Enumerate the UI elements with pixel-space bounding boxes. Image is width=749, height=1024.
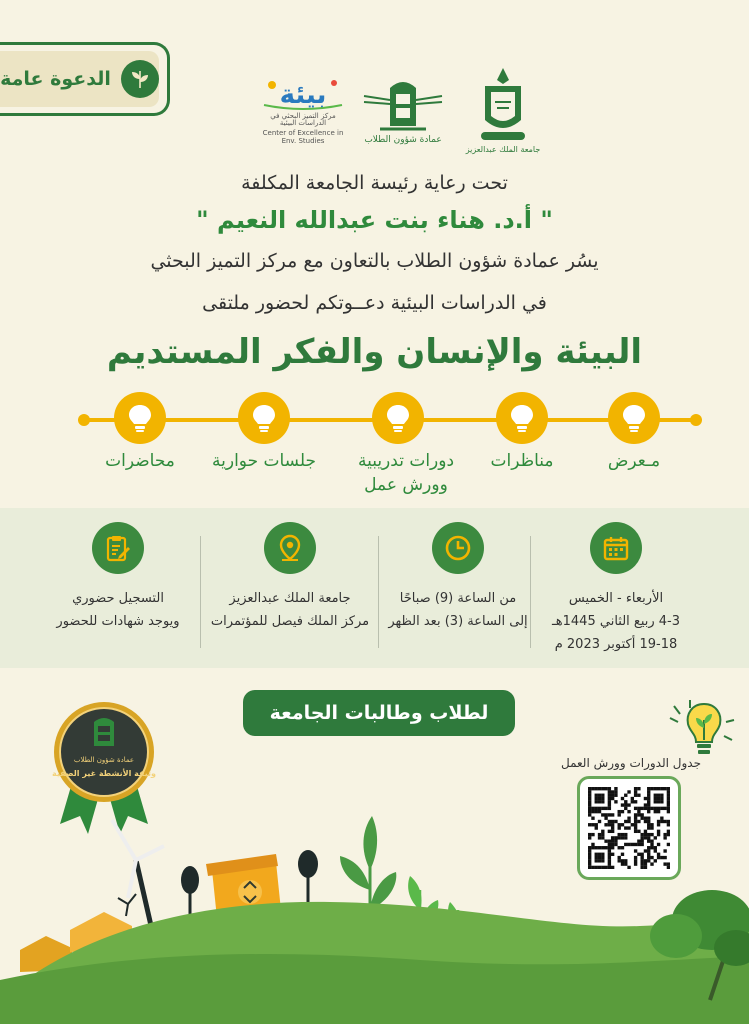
invitation-line-1: يسُر عمادة شؤون الطلاب بالتعاون مع مركز التميز البحثي xyxy=(150,250,599,272)
date-gregorian: 19-18 أكتوبر 2023 م xyxy=(554,636,678,652)
lightbulb-icon xyxy=(372,392,424,444)
leaf-icon xyxy=(121,60,159,98)
logo-row xyxy=(258,68,548,152)
event-title: البيئة والإنسان والفكر المستديم xyxy=(106,332,643,372)
date-detail xyxy=(540,522,692,662)
activity-label: جلسات حوارية xyxy=(212,451,316,471)
date-hijri: 4-3 ربيع الثاني 1445هـ xyxy=(551,613,681,629)
time-end: إلى الساعة (3) بعد الظهر xyxy=(388,613,528,629)
logo-arabic-caption: مركز التميز البحثي في الدراسات البيئية xyxy=(270,111,336,128)
patron-name: " أ.د. هناء بنت عبدالله النعيم " xyxy=(196,206,553,234)
detail-divider xyxy=(378,536,379,648)
time-detail xyxy=(388,522,528,662)
activity-item xyxy=(574,392,694,474)
logo-wordmark: بيئة xyxy=(279,79,327,110)
lightbulb-icon xyxy=(608,392,660,444)
center-of-excellence-logo xyxy=(258,75,348,146)
activity-label: مـعرض xyxy=(607,451,661,471)
logo-english-caption: Center of Excellence in Env. Studies xyxy=(262,129,344,145)
detail-divider xyxy=(530,536,531,648)
seal-line-2: وثيقة الأنشطة غير الصفية xyxy=(52,769,156,778)
deanship-student-affairs-logo xyxy=(358,74,448,146)
location-detail xyxy=(206,522,374,662)
landscape-illustration xyxy=(0,780,749,1024)
registration-type: التسجيل حضوري xyxy=(72,591,164,606)
kau-logo xyxy=(458,66,548,155)
activity-label: دورات تدريبية وورش عمل xyxy=(357,451,455,495)
certificates-note: ويوجد شهادات للحضور xyxy=(56,613,180,629)
activity-label: محاضرات xyxy=(105,451,175,471)
location-venue: مركز الملك فيصل للمؤتمرات xyxy=(210,613,370,629)
registration-detail xyxy=(40,522,196,662)
lightbulb-icon xyxy=(114,392,166,444)
audience-button[interactable]: لطلاب وطالبات الجامعة xyxy=(243,690,515,736)
activity-item xyxy=(462,392,582,474)
patronage-line: تحت رعاية رئيسة الجامعة المكلفة xyxy=(241,172,508,194)
clipboard-icon xyxy=(92,522,144,574)
location-pin-icon xyxy=(264,522,316,574)
qr-caption: جدول الدورات وورش العمل xyxy=(560,756,702,770)
badge-label: الدعوة عامة xyxy=(0,68,111,90)
detail-divider xyxy=(200,536,201,648)
logo-caption: جامعة الملك عبدالعزيز xyxy=(465,144,541,154)
lightbulb-icon xyxy=(238,392,290,444)
location-university: جامعة الملك عبدالعزيز xyxy=(229,591,351,606)
invitation-line-2: في الدراسات البيئية دعــوتكم لحضور ملتقى xyxy=(202,292,547,314)
activity-label: مناظرات xyxy=(490,451,554,471)
logo-caption: عمادة شؤون الطلاب xyxy=(364,135,442,146)
lightbulb-icon xyxy=(496,392,548,444)
date-days: الأربعاء - الخميس xyxy=(568,591,664,606)
activity-item xyxy=(80,392,200,474)
activity-item xyxy=(204,392,324,474)
activity-list xyxy=(0,392,749,512)
public-invitation-badge xyxy=(0,42,170,116)
time-start: من الساعة (9) صباحًا xyxy=(399,591,517,606)
activity-item xyxy=(338,392,458,498)
calendar-icon xyxy=(590,522,642,574)
clock-icon xyxy=(432,522,484,574)
event-details xyxy=(0,508,749,668)
seal-line-1: عمادة شؤون الطلاب xyxy=(73,756,135,764)
